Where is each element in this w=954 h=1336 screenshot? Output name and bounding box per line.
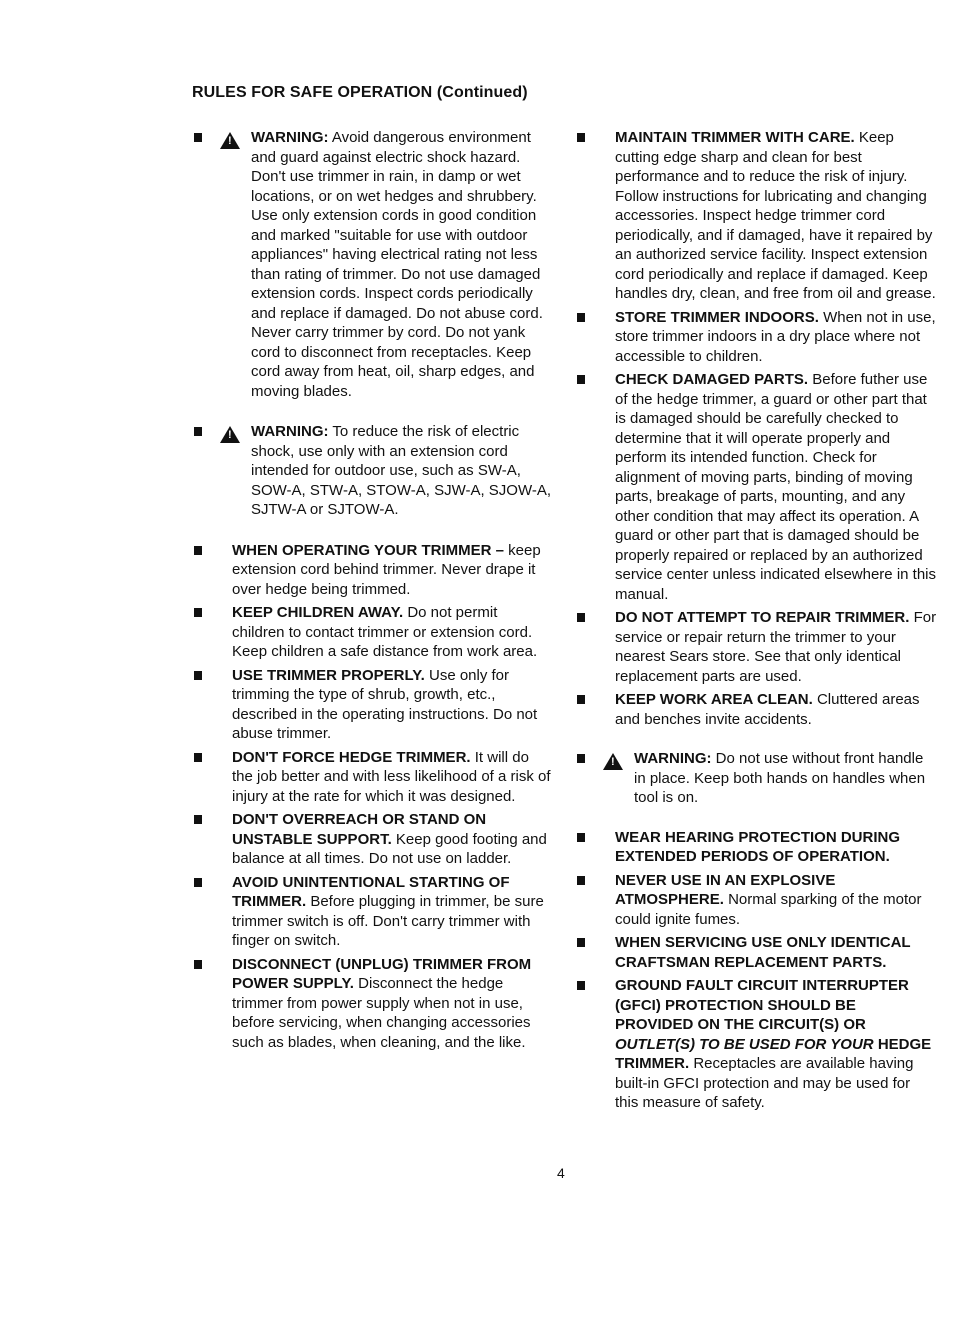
rule-text: Keep cutting edge sharp and clean for best performance and to reduce the risk of injury. Follow instructions for lubricating and changing accessories. Inspect hedge trimmer cord periodically, and if damaged, have it repaired by an authorized service facility. Inspect extension cord periodically and replace if damaged. Keep handles dry, clean, and free from oil and grease. bbox=[615, 129, 936, 302]
warning-triangle-icon bbox=[603, 753, 623, 770]
square-bullet-icon bbox=[194, 878, 202, 887]
warning-triangle-icon bbox=[220, 426, 240, 443]
rule-text: To reduce the risk of electric shock, use only with an extension cord intended for outdoor use, such as SW-A, SOW-A, STW-A, STOW-A, SJW-A, SJOW-A, SJTW-A or SJTOW-A. bbox=[251, 423, 552, 518]
rule-item bbox=[192, 128, 552, 401]
square-bullet-icon bbox=[194, 546, 202, 555]
page-number: 4 bbox=[557, 1165, 565, 1181]
rule-item bbox=[192, 873, 552, 951]
rule-lead-italic: OUTLET(S) TO BE USED FOR YOUR bbox=[615, 1035, 874, 1053]
rule-lead: WHEN SERVICING USE ONLY IDENTICAL CRAFTSMAN REPLACEMENT PARTS. bbox=[615, 934, 911, 971]
square-bullet-icon bbox=[577, 938, 585, 947]
square-bullet-icon bbox=[194, 815, 202, 824]
rule-text: keep extension cord behind trimmer. Never drape it over hedge being trimmed. bbox=[232, 541, 541, 598]
square-bullet-icon bbox=[577, 133, 585, 142]
square-bullet-icon bbox=[577, 375, 585, 384]
square-bullet-icon bbox=[577, 313, 585, 322]
rule-text: Keep good footing and balance at all times. Do not use on ladder. bbox=[232, 830, 547, 867]
rule-lead: DON'T OVERREACH OR STAND ON UNSTABLE SUPPORT. bbox=[232, 811, 487, 848]
rule-text: Receptacles are available having built-in GFCI protection and may be used for this measure of safety. bbox=[615, 1055, 914, 1111]
rule-lead: DO NOT ATTEMPT TO REPAIR TRIMMER. bbox=[615, 609, 910, 626]
square-bullet-icon bbox=[194, 427, 202, 436]
rule-text: Before futher use of the hedge trimmer, a guard or other part that is damaged should be carefully checked to determine that it will operate properly and perform its intended function. Check for alignment of moving parts, binding of moving parts, breakage of parts, mounting, and any other condition that may affect its operation. A guard or other part that is damaged should be properly repaired or replaced by an authorized service center unless indicated elsewhere in this manual. bbox=[615, 371, 936, 603]
rule-item bbox=[575, 828, 937, 867]
rule-lead: USE TRIMMER PROPERLY. bbox=[232, 666, 425, 684]
rule-lead: WHEN OPERATING YOUR TRIMMER – bbox=[232, 541, 504, 559]
rule-item bbox=[575, 690, 937, 729]
rule-lead: STORE TRIMMER INDOORS. bbox=[615, 308, 819, 326]
square-bullet-icon bbox=[194, 753, 202, 762]
rule-lead: WARNING: bbox=[251, 423, 329, 440]
rule-lead: NEVER USE IN AN EXPLOSIVE ATMOSPHERE. bbox=[615, 871, 836, 908]
section-heading: RULES FOR SAFE OPERATION (Continued) bbox=[192, 84, 528, 101]
rule-item bbox=[192, 422, 552, 520]
square-bullet-icon bbox=[194, 608, 202, 617]
rule-lead-tail: HEDGE TRIMMER. bbox=[615, 1035, 932, 1072]
rule-item bbox=[192, 748, 552, 807]
rule-item bbox=[192, 603, 552, 662]
rule-item bbox=[575, 128, 937, 304]
rule-item bbox=[575, 933, 937, 972]
rule-lead: DISCONNECT (UNPLUG) TRIMMER FROM POWER SUPPLY. bbox=[232, 955, 532, 992]
rule-text: Avoid dangerous environment and guard against electric shock hazard. Don't use trimmer in rain, in damp or wet locations, or on wet hedges and shrubbery. Use only extension cords in good condition and marked "suitable for use with outdoor appliances" having electrical rating not less than rating of trimmer. Do not use damaged extension cords. Inspect cords periodically and replace if damaged. Do not abuse cord. Never carry trimmer by cord. Do not yank cord to disconnect from receptacles. Keep cord away from heat, oil, sharp edges, and moving blades. bbox=[251, 129, 543, 400]
rule-item bbox=[575, 370, 937, 604]
square-bullet-icon bbox=[577, 981, 585, 990]
rule-lead: CHECK DAMAGED PARTS. bbox=[615, 371, 809, 388]
square-bullet-icon bbox=[194, 133, 202, 142]
rule-item bbox=[192, 810, 552, 869]
square-bullet-icon bbox=[577, 876, 585, 885]
square-bullet-icon bbox=[577, 833, 585, 842]
rule-item bbox=[575, 308, 937, 367]
rule-lead: KEEP WORK AREA CLEAN. bbox=[615, 691, 813, 708]
rule-text: For service or repair return the trimmer to your nearest Sears store. See that only identical replacement parts are used. bbox=[615, 609, 937, 685]
rule-lead: WEAR HEARING PROTECTION DURING EXTENDED PERIODS OF OPERATION. bbox=[615, 828, 900, 865]
rule-text: Do not permit children to contact trimmer or extension cord. Keep children a safe distance from work area. bbox=[232, 604, 538, 660]
rule-lead: WARNING: bbox=[634, 750, 712, 767]
square-bullet-icon bbox=[194, 960, 202, 969]
rule-lead: DON'T FORCE HEDGE TRIMMER. bbox=[232, 748, 471, 766]
rule-lead: MAINTAIN TRIMMER WITH CARE. bbox=[615, 129, 855, 146]
rule-item bbox=[575, 871, 937, 930]
rule-text: Cluttered areas and benches invite accidents. bbox=[615, 691, 920, 728]
rule-text: Normal sparking of the motor could ignite fumes. bbox=[615, 891, 922, 928]
rule-lead: GROUND FAULT CIRCUIT INTERRUPTER (GFCI) PROTECTION SHOULD BE PROVIDED ON THE CIRCUIT(S) OR bbox=[615, 977, 909, 1033]
square-bullet-icon bbox=[577, 695, 585, 704]
square-bullet-icon bbox=[194, 671, 202, 680]
rule-item bbox=[192, 955, 552, 1053]
rule-text: Do not use without front handle in place. Keep both hands on handles when tool is on. bbox=[634, 750, 926, 806]
rule-item bbox=[575, 976, 937, 1113]
left-column bbox=[192, 128, 552, 1052]
rule-text: Before plugging in trimmer, be sure trimmer switch is off. Don't carry trimmer with finger on switch. bbox=[232, 893, 544, 949]
right-column bbox=[575, 128, 937, 1113]
square-bullet-icon bbox=[577, 754, 585, 763]
rule-text: Disconnect the hedge trimmer from power supply when not in use, before servicing, when changing accessories such as blades, when cleaning, and the like. bbox=[232, 975, 531, 1051]
rule-lead: AVOID UNINTENTIONAL STARTING OF TRIMMER. bbox=[232, 873, 510, 910]
warning-triangle-icon bbox=[220, 132, 240, 149]
rule-text: When not in use, store trimmer indoors in a dry place where not accessible to children. bbox=[615, 308, 936, 365]
rule-item bbox=[192, 666, 552, 744]
rule-text: Use only for trimming the type of shrub, growth, etc., described in the operating instructions. Do not abuse trimmer. bbox=[232, 666, 538, 742]
square-bullet-icon bbox=[577, 613, 585, 622]
rule-text: It will do the job better and with less likelihood of a risk of injury at the rate for which it was designed. bbox=[232, 748, 551, 805]
rule-item bbox=[192, 541, 552, 600]
rule-item bbox=[575, 608, 937, 686]
rule-lead: KEEP CHILDREN AWAY. bbox=[232, 604, 404, 621]
rule-lead: WARNING: bbox=[251, 129, 329, 146]
rule-item bbox=[575, 749, 937, 808]
